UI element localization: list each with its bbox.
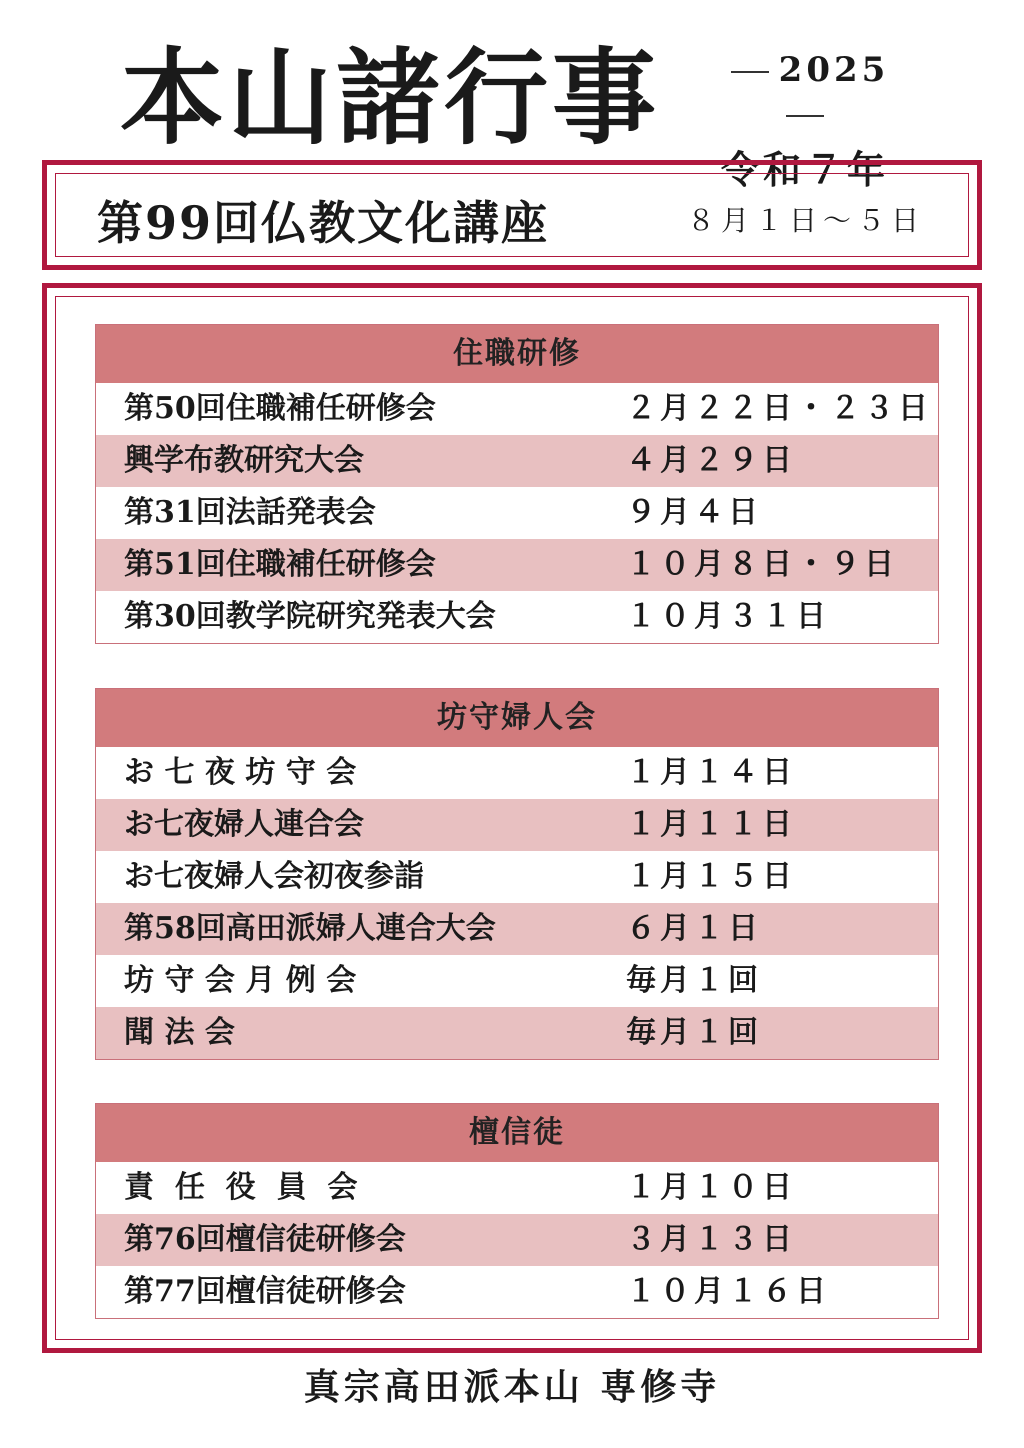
event-name: 聞 法 会 <box>124 1015 235 1050</box>
event-name: 興学布教研究大会 <box>124 443 364 478</box>
section-heading: 檀信徒 <box>96 1104 938 1162</box>
table-row <box>96 1007 938 1059</box>
table-row <box>96 383 938 435</box>
event-date: １月１４日 <box>626 755 796 790</box>
banner-title: 第99回仏教文化講座 <box>97 196 550 250</box>
event-name: 第76回檀信徒研修会 <box>124 1222 406 1257</box>
event-name: お七夜婦人連合会 <box>124 807 364 842</box>
table-row <box>96 955 938 1007</box>
schedule-frame <box>42 283 982 1353</box>
event-date: ９月４日 <box>626 495 762 530</box>
year-text: 2025 <box>778 50 890 90</box>
event-name: 第77回檀信徒研修会 <box>124 1274 406 1309</box>
section-danshinto <box>95 1103 939 1319</box>
table-row <box>96 1266 938 1318</box>
event-name: 第30回教学院研究発表大会 <box>124 599 496 634</box>
section-bomori-fujinkai <box>95 688 939 1060</box>
table-row <box>96 1214 938 1266</box>
table-row <box>96 747 938 799</box>
event-date: ３月１３日 <box>626 1222 796 1257</box>
event-date: １０月８日・９日 <box>626 547 898 582</box>
section-jushoku-kenshu <box>95 324 939 644</box>
page-title: 本山諸行事 <box>120 36 661 159</box>
event-name: 坊 守 会 月 例 会 <box>124 963 357 998</box>
event-date: ４月２９日 <box>626 443 796 478</box>
table-row <box>96 435 938 487</box>
event-name: 第51回住職補任研修会 <box>124 547 436 582</box>
event-date: １０月３１日 <box>626 599 830 634</box>
banner-frame <box>42 160 982 270</box>
event-name: お 七 夜 坊 守 会 <box>124 755 357 790</box>
section-heading: 坊守婦人会 <box>96 689 938 747</box>
temple-name-footer: 真宗高田派本山 専修寺 <box>303 1366 721 1408</box>
event-date: ２月２２日・２３日 <box>626 391 932 426</box>
table-row <box>96 903 938 955</box>
table-row <box>96 487 938 539</box>
event-name: 第31回法話発表会 <box>124 495 376 530</box>
event-date: １月１０日 <box>626 1170 796 1205</box>
event-date: 毎月１回 <box>626 963 762 998</box>
event-name: 第58回高田派婦人連合大会 <box>124 911 496 946</box>
section-heading: 住職研修 <box>96 325 938 383</box>
event-name: 第50回住職補任研修会 <box>124 391 436 426</box>
table-row <box>96 799 938 851</box>
event-name: お七夜婦人会初夜参詣 <box>124 859 424 894</box>
event-date: 毎月１回 <box>626 1015 762 1050</box>
event-date: １月１１日 <box>626 807 796 842</box>
event-date: １月１５日 <box>626 859 796 894</box>
table-row <box>96 539 938 591</box>
year-line <box>700 48 910 136</box>
event-name: 責 任 役 員 会 <box>124 1170 358 1205</box>
table-row <box>96 1162 938 1214</box>
banner-date: ８月１日～５日 <box>687 204 926 237</box>
table-row <box>96 851 938 903</box>
dash-left <box>731 71 769 73</box>
table-row <box>96 591 938 643</box>
era-text: 令和７年 <box>720 147 889 192</box>
event-date: １０月１６日 <box>626 1274 830 1309</box>
event-date: ６月１日 <box>626 911 762 946</box>
dash-right <box>786 115 824 117</box>
